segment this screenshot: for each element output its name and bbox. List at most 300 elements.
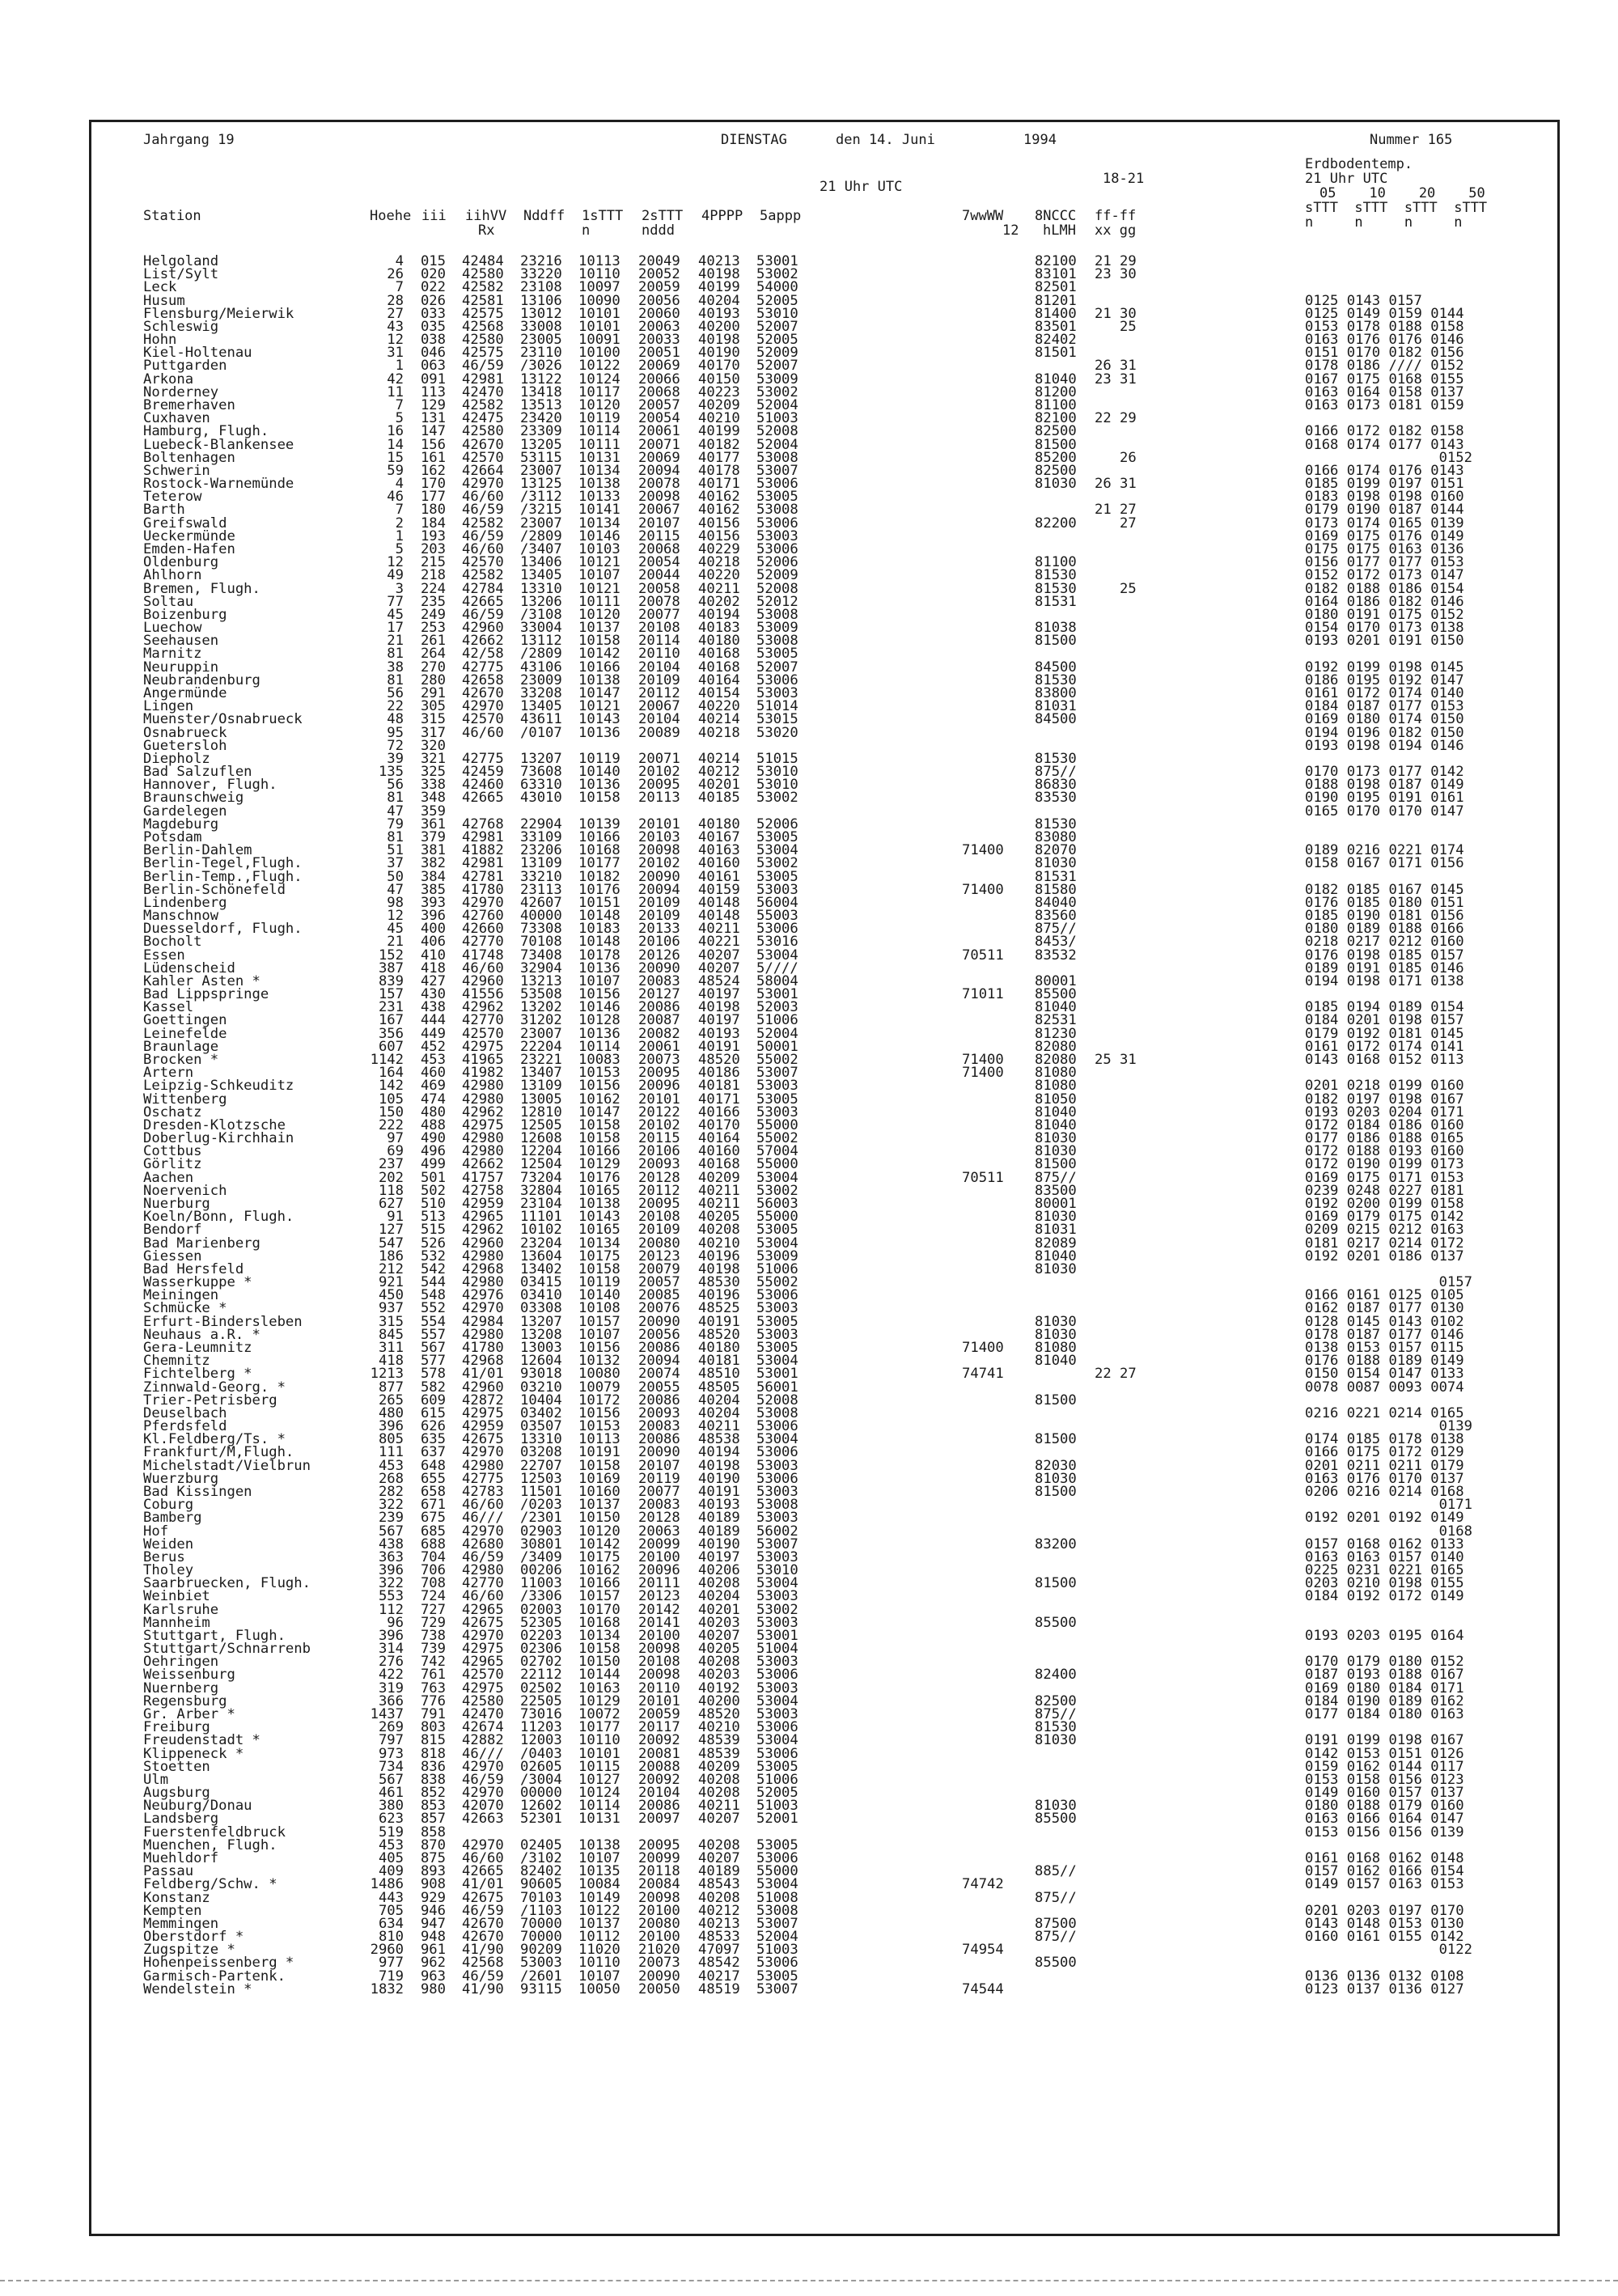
group-5appp: 53008: [756, 1404, 798, 1421]
group-8nccc: 82500: [1035, 1692, 1077, 1709]
group-4pppp: 40202: [698, 593, 740, 610]
station-name: Kahler Asten *: [143, 972, 260, 989]
col-2sttt-sub: nddd: [642, 222, 675, 239]
group-5appp: 53016: [756, 934, 798, 951]
station-height: 567: [378, 1771, 404, 1788]
station-name: Diepholz: [143, 750, 210, 767]
soil-temps: 0192 0201 0186 0137: [1305, 1248, 1464, 1264]
soil-temps: 0138 0153 0157 0115: [1305, 1339, 1464, 1356]
station-index: 908: [420, 1876, 446, 1893]
group-8nccc: 81030: [1035, 1130, 1077, 1147]
group-iihvv: 42580: [462, 266, 504, 283]
group-iihvv: 42770: [462, 1575, 504, 1592]
col-hoehe: Hoehe: [370, 208, 412, 224]
group-1sttt: 10163: [578, 1680, 621, 1697]
group-8nccc: 82080: [1035, 1038, 1077, 1055]
group-2sttt: 20067: [638, 698, 680, 715]
group-iihvv: 42980: [462, 1562, 504, 1578]
group-nddff: 02605: [520, 1758, 562, 1775]
soil-temps: 0216 0221 0214 0165: [1305, 1404, 1464, 1421]
group-1sttt: 10124: [578, 1785, 621, 1802]
station-height: 98: [387, 894, 404, 911]
group-8nccc: 83101: [1035, 266, 1077, 283]
group-4pppp: 40170: [698, 358, 740, 375]
group-1sttt: 10127: [578, 1771, 621, 1788]
group-4pppp: 40190: [698, 1470, 740, 1487]
station-height: 167: [378, 1012, 404, 1029]
station-name: Oschatz: [143, 1104, 202, 1120]
group-5appp: 53020: [756, 724, 798, 741]
station-name: Garmisch-Partenk.: [143, 1968, 286, 1985]
station-height: 97: [387, 1130, 404, 1147]
group-4pppp: 40201: [698, 777, 740, 794]
soil-temps: 0178 0187 0177 0146: [1305, 1326, 1464, 1343]
group-2sttt: 20055: [638, 1379, 680, 1396]
group-1sttt: 10129: [578, 1692, 621, 1709]
group-1sttt: 10150: [578, 1510, 621, 1527]
station-name: Landsberg: [143, 1811, 219, 1828]
group-2sttt: 20110: [638, 1680, 680, 1697]
station-name: Hannover, Flugh.: [143, 777, 277, 794]
group-5appp: 53003: [756, 1300, 798, 1317]
group-4pppp: 40218: [698, 554, 740, 571]
station-name: Konstanz: [143, 1889, 210, 1906]
group-ff: 26: [1095, 449, 1137, 466]
station-height: 265: [378, 1392, 404, 1409]
soil-temps: 0169 0179 0175 0142: [1305, 1209, 1464, 1226]
group-4pppp: 40171: [698, 1091, 740, 1108]
soil-temps: 0150 0154 0147 0133: [1305, 1366, 1464, 1383]
station-height: 453: [378, 1836, 404, 1853]
station-height: 627: [378, 1196, 404, 1212]
group-nddff: 43010: [520, 790, 562, 807]
group-4pppp: 40186: [698, 1065, 740, 1082]
station-name: Aachen: [143, 1169, 194, 1186]
station-name: Meiningen: [143, 1287, 219, 1304]
group-nddff: 02405: [520, 1836, 562, 1853]
group-nddff: 03415: [520, 1274, 562, 1290]
station-name: Memmingen: [143, 1915, 219, 1932]
station-index: 615: [420, 1404, 446, 1421]
group-2sttt: 20109: [638, 1222, 680, 1239]
group-5appp: 55003: [756, 908, 798, 924]
group-1sttt: 10166: [578, 659, 621, 676]
station-height: 634: [378, 1915, 404, 1932]
group-2sttt: 20056: [638, 292, 680, 309]
group-iihvv: 42872: [462, 1392, 504, 1409]
group-nddff: /3026: [520, 358, 562, 375]
group-8nccc: 82080: [1035, 1052, 1077, 1068]
group-4pppp: 40207: [698, 1811, 740, 1828]
soil-temps: 0151 0170 0182 0156: [1305, 345, 1464, 362]
group-4pppp: 48543: [698, 1876, 740, 1893]
station-index: 113: [420, 383, 446, 400]
group-iihvv: 42581: [462, 292, 504, 309]
group-iihvv: 42975: [462, 1404, 504, 1421]
station-index: 532: [420, 1248, 446, 1264]
group-iihvv: 42658: [462, 671, 504, 688]
group-nddff: 13604: [520, 1248, 562, 1264]
group-8nccc: 81500: [1035, 633, 1077, 650]
group-8nccc: 81201: [1035, 292, 1077, 309]
station-name: Cottbus: [143, 1143, 202, 1160]
group-iihvv: 42674: [462, 1719, 504, 1736]
station-height: 4: [395, 476, 404, 493]
station-index: 803: [420, 1719, 446, 1736]
group-2sttt: 20081: [638, 1745, 680, 1762]
group-5appp: 53005: [756, 1758, 798, 1775]
group-iihvv: 46/60: [462, 541, 504, 557]
group-4pppp: 40199: [698, 279, 740, 296]
station-height: 623: [378, 1811, 404, 1828]
station-name: Berlin-Tegel,Flugh.: [143, 855, 303, 872]
station-height: 202: [378, 1169, 404, 1186]
group-iihvv: 42980: [462, 1143, 504, 1160]
station-name: Lingen: [143, 698, 194, 715]
group-2sttt: 20112: [638, 1182, 680, 1199]
group-iihvv: 46/59: [462, 1902, 504, 1919]
group-nddff: 13405: [520, 698, 562, 715]
station-height: 112: [378, 1601, 404, 1618]
group-4pppp: 48524: [698, 972, 740, 989]
group-2sttt: 20101: [638, 1692, 680, 1709]
group-4pppp: 40207: [698, 1850, 740, 1866]
station-height: 1142: [370, 1052, 404, 1068]
group-nddff: /3108: [520, 606, 562, 623]
soil-temps: 0184 0192 0172 0149: [1305, 1588, 1464, 1605]
group-5appp: 56002: [756, 1523, 798, 1540]
station-index: 929: [420, 1889, 446, 1906]
group-1sttt: 10162: [578, 1562, 621, 1578]
group-1sttt: 10122: [578, 358, 621, 375]
soil-temps: 0153 0156 0156 0139: [1305, 1824, 1464, 1841]
station-index: 253: [420, 620, 446, 636]
group-4pppp: 48510: [698, 1366, 740, 1383]
group-5appp: 52007: [756, 318, 798, 335]
group-5appp: 53004: [756, 1235, 798, 1252]
group-2sttt: 20103: [638, 828, 680, 845]
station-height: 95: [387, 724, 404, 741]
station-index: 359: [420, 803, 446, 820]
group-1sttt: 10175: [578, 1248, 621, 1264]
soil-temps: 0189 0216 0221 0174: [1305, 842, 1464, 859]
group-5appp: 56004: [756, 894, 798, 911]
station-name: Guetersloh: [143, 737, 227, 754]
group-2sttt: 20059: [638, 279, 680, 296]
group-1sttt: 10136: [578, 724, 621, 741]
group-iihvv: 42960: [462, 1379, 504, 1396]
station-index: 836: [420, 1758, 446, 1775]
soil-temps: 0163 0176 0176 0146: [1305, 332, 1464, 349]
soil-temps: 0184 0187 0177 0153: [1305, 698, 1464, 715]
group-nddff: 23221: [520, 1052, 562, 1068]
group-2sttt: 20074: [638, 1366, 680, 1383]
station-height: 47: [387, 803, 404, 820]
group-nddff: 43106: [520, 659, 562, 676]
group-2sttt: 20123: [638, 1588, 680, 1605]
station-index: 962: [420, 1955, 446, 1972]
group-7wwww: 71400: [962, 881, 1004, 898]
col-nddff: Nddff: [523, 208, 565, 224]
group-8nccc: 84500: [1035, 711, 1077, 728]
group-iihvv: 46/59: [462, 606, 504, 623]
group-nddff: 23104: [520, 1196, 562, 1212]
group-nddff: 13205: [520, 436, 562, 453]
col-7wwww: 7wwWW: [962, 208, 1004, 224]
group-2sttt: 20094: [638, 1353, 680, 1370]
group-5appp: 53005: [756, 1968, 798, 1985]
col-7wwww-sub: 12: [1002, 222, 1019, 239]
group-5appp: 52008: [756, 423, 798, 440]
station-name: Luechow: [143, 620, 202, 636]
group-iihvv: 42570: [462, 711, 504, 728]
group-nddff: /3102: [520, 1850, 562, 1866]
station-index: 249: [420, 606, 446, 623]
group-iihvv: 42582: [462, 515, 504, 532]
group-5appp: 57004: [756, 1143, 798, 1160]
group-1sttt: 10107: [578, 1326, 621, 1343]
col-soil-temps-sub: n n n n: [1305, 214, 1463, 231]
soil-temps: 0143 0148 0153 0130: [1305, 1915, 1464, 1932]
station-height: 363: [378, 1548, 404, 1565]
group-2sttt: 20057: [638, 1274, 680, 1290]
station-index: 170: [420, 476, 446, 493]
group-ff: 26 31: [1095, 476, 1137, 493]
station-height: 17: [387, 620, 404, 636]
group-4pppp: 40203: [698, 1667, 740, 1684]
station-name: Mannheim: [143, 1614, 210, 1631]
group-iihvv: 42568: [462, 1955, 504, 1972]
group-8nccc: 81100: [1035, 554, 1077, 571]
group-2sttt: 20090: [638, 868, 680, 885]
group-5appp: 53003: [756, 881, 798, 898]
station-name: Essen: [143, 947, 185, 964]
group-8nccc: 82100: [1035, 253, 1077, 269]
soil-temps: 0179 0190 0187 0144: [1305, 502, 1464, 519]
station-name: Feldberg/Schw. *: [143, 1876, 277, 1893]
station-name: Bad Kissingen: [143, 1483, 252, 1500]
station-index: 542: [420, 1260, 446, 1277]
station-index: 180: [420, 502, 446, 519]
station-index: 675: [420, 1510, 446, 1527]
soil-temps: 0157 0162 0166 0154: [1305, 1863, 1464, 1880]
soil-temps: 0156 0177 0177 0153: [1305, 554, 1464, 571]
group-2sttt: 20061: [638, 1038, 680, 1055]
group-iihvv: 41/90: [462, 1942, 504, 1959]
group-4pppp: 40197: [698, 1012, 740, 1029]
group-4pppp: 40208: [698, 1889, 740, 1906]
group-4pppp: 40205: [698, 1641, 740, 1658]
group-4pppp: 40191: [698, 1038, 740, 1055]
group-2sttt: 20092: [638, 1732, 680, 1749]
group-4pppp: 48542: [698, 1955, 740, 1972]
group-nddff: 70000: [520, 1915, 562, 1932]
group-5appp: 53003: [756, 1457, 798, 1474]
group-4pppp: 40189: [698, 1523, 740, 1540]
group-iihvv: 42768: [462, 815, 504, 832]
soil-temps: 0181 0217 0214 0172: [1305, 1235, 1464, 1252]
group-5appp: 53002: [756, 1601, 798, 1618]
station-height: 314: [378, 1641, 404, 1658]
station-name: Fuerstenfeldbruck: [143, 1824, 286, 1841]
station-name: Wittenberg: [143, 1091, 227, 1108]
group-iihvv: 42/58: [462, 646, 504, 663]
group-nddff: /3409: [520, 1548, 562, 1565]
station-name: Coburg: [143, 1497, 194, 1514]
group-4pppp: 40199: [698, 423, 740, 440]
group-iihvv: 42970: [462, 1785, 504, 1802]
group-5appp: 53006: [756, 1850, 798, 1866]
group-2sttt: 20096: [638, 1562, 680, 1578]
group-1sttt: 10168: [578, 842, 621, 859]
group-5appp: 51015: [756, 750, 798, 767]
group-nddff: 10404: [520, 1392, 562, 1409]
group-5appp: 53010: [756, 1562, 798, 1578]
group-iihvv: 42962: [462, 1104, 504, 1120]
group-5appp: 53004: [756, 1876, 798, 1893]
group-5appp: 53005: [756, 828, 798, 845]
station-name: Tholey: [143, 1562, 194, 1578]
group-1sttt: 10169: [578, 1470, 621, 1487]
soil-temps: 0218 0217 0212 0160: [1305, 934, 1464, 951]
soil-temps: 0187 0193 0188 0167: [1305, 1667, 1464, 1684]
group-8nccc: 82089: [1035, 1235, 1077, 1252]
soil-temps: 0192 0200 0199 0158: [1305, 1196, 1464, 1212]
station-name: Potsdam: [143, 828, 202, 845]
group-2sttt: 20078: [638, 593, 680, 610]
group-iihvv: 42670: [462, 1929, 504, 1945]
station-height: 396: [378, 1562, 404, 1578]
group-1sttt: 10147: [578, 1104, 621, 1120]
group-5appp: 51006: [756, 1012, 798, 1029]
station-index: 791: [420, 1706, 446, 1722]
group-1sttt: 10147: [578, 684, 621, 701]
soil-temps: 0172 0188 0193 0160: [1305, 1143, 1464, 1160]
soil-temps: 0168 0174 0177 0143: [1305, 436, 1464, 453]
group-8nccc: 81030: [1035, 1732, 1077, 1749]
station-name: Rostock-Warnemünde: [143, 476, 294, 493]
station-index: 162: [420, 462, 446, 479]
group-8nccc: 83532: [1035, 947, 1077, 964]
group-1sttt: 10107: [578, 1968, 621, 1985]
group-2sttt: 20106: [638, 934, 680, 951]
group-5appp: 51006: [756, 1260, 798, 1277]
station-index: 685: [420, 1523, 446, 1540]
group-nddff: 13407: [520, 1065, 562, 1082]
group-8nccc: 81100: [1035, 397, 1077, 413]
group-iihvv: 42675: [462, 1431, 504, 1448]
station-height: 127: [378, 1222, 404, 1239]
group-nddff: 13207: [520, 750, 562, 767]
col-iihvv: iihVV: [465, 208, 507, 224]
group-nddff: /0203: [520, 1497, 562, 1514]
group-nddff: 11003: [520, 1575, 562, 1592]
station-index: 410: [420, 947, 446, 964]
group-2sttt: 20080: [638, 1235, 680, 1252]
group-nddff: 02502: [520, 1680, 562, 1697]
group-iihvv: 42980: [462, 1326, 504, 1343]
group-8nccc: 82531: [1035, 1012, 1077, 1029]
group-nddff: 22204: [520, 1038, 562, 1055]
station-name: Michelstadt/Vielbrun: [143, 1457, 311, 1474]
group-nddff: 02003: [520, 1601, 562, 1618]
group-1sttt: 10158: [578, 633, 621, 650]
group-nddff: 52305: [520, 1614, 562, 1631]
group-iihvv: 42570: [462, 1667, 504, 1684]
group-2sttt: 20092: [638, 1771, 680, 1788]
group-8nccc: 83800: [1035, 684, 1077, 701]
station-height: 105: [378, 1091, 404, 1108]
station-index: 203: [420, 541, 446, 557]
station-height: 805: [378, 1431, 404, 1448]
group-nddff: 12810: [520, 1104, 562, 1120]
group-7wwww: 74742: [962, 1876, 1004, 1893]
group-4pppp: 40150: [698, 371, 740, 388]
group-4pppp: 40156: [698, 515, 740, 532]
group-4pppp: 40163: [698, 842, 740, 859]
group-8nccc: 82070: [1035, 842, 1077, 859]
station-height: 1832: [370, 1980, 404, 1997]
station-name: Flensburg/Meierwik: [143, 305, 294, 322]
group-4pppp: 40190: [698, 345, 740, 362]
group-1sttt: 10135: [578, 1863, 621, 1880]
station-height: 222: [378, 1116, 404, 1133]
group-1sttt: 10138: [578, 1196, 621, 1212]
station-index: 858: [420, 1824, 446, 1841]
station-index: 554: [420, 1313, 446, 1330]
group-5appp: 53003: [756, 1104, 798, 1120]
group-iihvv: 42470: [462, 383, 504, 400]
group-iihvv: 42980: [462, 1457, 504, 1474]
soil-temps: 0194 0196 0182 0150: [1305, 724, 1464, 741]
group-nddff: 70000: [520, 1929, 562, 1945]
group-iihvv: 42970: [462, 1836, 504, 1853]
group-iihvv: 42070: [462, 1798, 504, 1815]
station-index: 193: [420, 527, 446, 544]
soil-temps: 0185 0194 0189 0154: [1305, 999, 1464, 1016]
station-index: 449: [420, 1025, 446, 1042]
group-5appp: 53003: [756, 1510, 798, 1527]
soil-temps: 0172 0190 0199 0173: [1305, 1156, 1464, 1173]
group-4pppp: 40160: [698, 1143, 740, 1160]
group-8nccc: 81040: [1035, 1104, 1077, 1120]
group-2sttt: 20097: [638, 1811, 680, 1828]
group-8nccc: 82030: [1035, 1457, 1077, 1474]
station-name: Kiel-Holtenau: [143, 345, 252, 362]
group-8nccc: 82500: [1035, 423, 1077, 440]
station-name: Brocken *: [143, 1052, 219, 1068]
group-iihvv: 42980: [462, 1091, 504, 1108]
group-8nccc: 85500: [1035, 1614, 1077, 1631]
station-height: 319: [378, 1680, 404, 1697]
station-name: Schleswig: [143, 318, 219, 335]
group-iihvv: 42781: [462, 868, 504, 885]
station-height: 921: [378, 1274, 404, 1290]
group-2sttt: 20100: [638, 1627, 680, 1644]
soil-temps: 0163 0163 0157 0140: [1305, 1548, 1464, 1565]
group-7wwww: 71400: [962, 1065, 1004, 1082]
group-2sttt: 20083: [638, 1497, 680, 1514]
group-4pppp: 40211: [698, 1182, 740, 1199]
station-height: 1486: [370, 1876, 404, 1893]
group-2sttt: 20063: [638, 1523, 680, 1540]
group-5appp: 53010: [756, 305, 798, 322]
group-ff: 25: [1095, 318, 1137, 335]
soil-temps: 0163 0166 0164 0147: [1305, 1811, 1464, 1828]
station-name: Luebeck-Blankensee: [143, 436, 294, 453]
station-name: Marnitz: [143, 646, 202, 663]
station-name: Oldenburg: [143, 554, 219, 571]
